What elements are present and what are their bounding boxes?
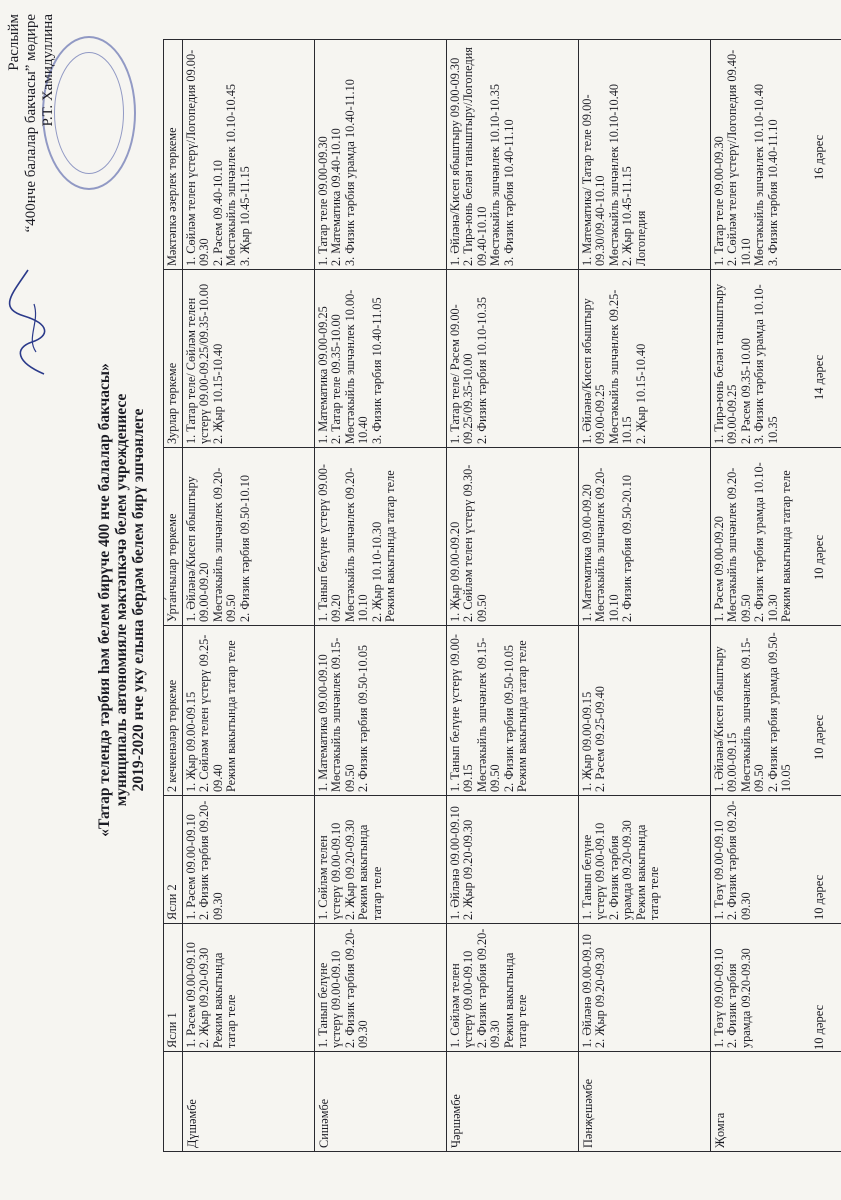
schedule-item: 2. Җыр 10.10-10.30 (369, 521, 384, 622)
schedule-cell (183, 270, 315, 448)
schedule-item: 1. Рәсем 09.00-09.10 (184, 814, 198, 920)
header-cell: 2 кечкенәләр төркеме (164, 626, 183, 796)
schedule-item: 2. Җыр 10.15-10.40 (633, 343, 648, 444)
schedule-item: 2. Математика 09.40-10.10 (329, 128, 344, 266)
schedule-item: 1. Математика/ Татар теле 09.00-09.30/09.40-10.10 (580, 94, 608, 266)
table-row (711, 40, 841, 1152)
schedule-item: Мөстәкыйль эшчәнлек 09.20-09.50 (725, 467, 753, 622)
schedule-item: 2. Физик тәрбия 09.20-09.30 (342, 928, 371, 1048)
day-cell: Пәнҗешәмбе (579, 1052, 711, 1152)
schedule-item: 2. Физик тәрбия 09.50-10.05 (356, 644, 371, 792)
schedule-table (163, 39, 841, 1152)
schedule-cell (711, 626, 841, 796)
schedule-cell (315, 796, 447, 924)
day-cell: Җомга (711, 1052, 841, 1152)
table-row (315, 40, 447, 1152)
schedule-item: Мөстәкыйль эшчәнлек 09.20-10.10 (593, 467, 621, 622)
schedule-cell (579, 924, 711, 1052)
schedule-item: 1. Татар теле/ Сөйләм телен үстерү 09.00-09.25/09.35-10.00 (184, 283, 212, 444)
schedule-cell (183, 626, 315, 796)
schedule-item: Режим вакытында татар теле (224, 640, 239, 792)
schedule-item: 2. Физик тәрбия 09.50-20.10 (620, 474, 635, 622)
schedule-item: Режим вакытында татар теле (383, 470, 398, 622)
schedule-cell (447, 448, 579, 626)
schedule-item: 1. Танып белүне үстерү 09.00-09.20 (316, 464, 344, 622)
schedule-item: 3. Физик тәрбия 10.40-11.10 (765, 119, 780, 266)
approval-block (6, 14, 57, 232)
schedule-item: 1. Математика 09.00-09.10 (316, 654, 330, 792)
signature-icon (6, 262, 54, 382)
schedule-cell (579, 448, 711, 626)
schedule-item: 2. Рәсем 09.25-09.40 (593, 686, 608, 792)
schedule-cell (315, 626, 447, 796)
schedule-cell (315, 40, 447, 270)
schedule-item: 1. Җыр 09.00-09.20 (448, 521, 462, 622)
schedule-cell (447, 626, 579, 796)
schedule-item: 1. Математика 09.00-09.25 (316, 306, 330, 444)
schedule-item: 1. Төзү 09.00-09.10 (712, 820, 726, 920)
day-cell: Чәршәмбе (447, 1052, 579, 1152)
schedule-item: 1. Җыр 09.00-09.15 (184, 691, 198, 792)
schedule-item: 1. Әйләнә 09.00-09.10 (580, 934, 594, 1048)
schedule-item: 2. Җыр 10.45-11.15 (620, 166, 635, 266)
schedule-item: 2. Татар теле 09.35-10.00 (329, 314, 344, 444)
schedule-item: Мөстәкыйль эшчәнлек 10.10-10.45 (224, 83, 239, 266)
schedule-item: 2. Физик тәрбия 09.20-09.30 (474, 928, 503, 1048)
lesson-count: 10 дәрес (812, 534, 826, 580)
schedule-item: 2. Физик тәрбия 10.10-10.35 (474, 296, 489, 444)
schedule-item: 1. Танып белүне үстерү 09.00-09.10 (580, 822, 608, 920)
schedule-item: 2. Тирә-юнь белән таныштыру/Логопедия 09.40-10.10 (461, 47, 489, 266)
schedule-item: 1. Җыр 09.00-09.15 (580, 691, 594, 792)
table-row (579, 40, 711, 1152)
schedule-item: Мөстәкыйль эшчәнлек 10.10-10.35 (488, 83, 503, 266)
schedule-cell (447, 924, 579, 1052)
schedule-item: 1. Рәсем 09.00-09.10 (184, 942, 198, 1048)
schedule-item: 1. Әйләнә/Кисеп ябыштыру 09.00-09.25 (580, 298, 608, 444)
title-line-1: «Татар телендә тәрбия һәм белем бирүче 400 нче балалар бакчасы» (96, 363, 113, 837)
schedule-cell (447, 796, 579, 924)
schedule-item: Режим вакытында татар теле (633, 824, 662, 920)
schedule-item: Мөстәкыйль эшчәнлек 09.25-10.15 (606, 289, 635, 444)
schedule-item: 2. Физик тәрбия урамда 09.20-09.30 (725, 948, 753, 1048)
schedule-item: 1. Татар теле/ Рәсем 09.00-09.25/09.35-10.00 (448, 304, 476, 444)
schedule-item: 2. Сөйләм телен үстерү/Логопедия 09.40-10.10 (725, 49, 753, 266)
schedule-item: 3. Физик тәрбия 10.40-11.05 (369, 297, 384, 444)
header-cell: Ясли 1 (164, 924, 183, 1052)
schedule-item: 1. Танып белүне үстерү 09.00-09.10 (316, 950, 344, 1048)
schedule-item: 2. Җыр 09.20-09.30 (197, 947, 212, 1048)
header-cell: Зурлар төркеме (164, 270, 183, 448)
schedule-item: Мөстәкыйль эшчәнлек 09.15-09.50 (738, 637, 767, 792)
schedule-cell (447, 270, 579, 448)
schedule-item: Мөстәкыйль эшчәнлек 09.20-09.50 (210, 467, 239, 622)
schedule-item: 2. Рәсем 09.40-10.10 (210, 160, 225, 266)
table-row (447, 40, 579, 1152)
schedule-item: 1. Сөйләм телен үстерү 09.00-09.10 (316, 822, 344, 920)
title-line-3: 2019-2020 нче уку елына бердәм белем бирү эшчәнлеге (130, 408, 147, 792)
schedule-cell (183, 924, 315, 1052)
schedule-item: Мөстәкыйль эшчәнлек 09.15-09.50 (329, 637, 357, 792)
lesson-count: 10 дәрес (812, 714, 826, 760)
schedule-item: 2. Физик тәрбия урамда 09.50-10.05 (765, 632, 794, 792)
schedule-item: 3. Физик тәрбия урамда 10.10-10.35 (752, 284, 780, 444)
schedule-item: Режим вакытында татар теле (501, 952, 530, 1048)
schedule-item: 2. Җыр 09.20-09.30 (342, 819, 357, 920)
schedule-item: 1. Татар теле 09.00-09.30 (712, 136, 726, 266)
schedule-item: 2. Рәсем 09.35-10.00 (738, 338, 753, 444)
schedule-cell (447, 40, 579, 270)
schedule-item: 1. Әйләнә 09.00-09.10 (448, 806, 462, 920)
title-line-2: муниципаль автономияле мәктәпкәчә белем учреждениесе (113, 393, 130, 807)
schedule-cell (183, 40, 315, 270)
schedule-cell (579, 626, 711, 796)
schedule-item: 1. Әйләнә/Кисеп ябыштыру 09.00-09.15 (712, 646, 740, 792)
header-cell: Мәктәпкә әзерлек төркеме (164, 40, 183, 270)
table-header-row (164, 40, 183, 1152)
schedule-cell (579, 270, 711, 448)
schedule-item: 2. Сөйләм телен үстерү 09.25-09.40 (197, 634, 225, 792)
schedule-item: 3. Җыр 10.45-11.15 (237, 166, 252, 266)
header-cell: Урта́нчылар төркеме (164, 448, 183, 626)
approval-line-3: Р.Т. Хамидуллина (40, 14, 56, 127)
schedule-item: Режим вакытында татар теле (356, 824, 384, 920)
day-cell: Сишәмбе (315, 1052, 447, 1152)
schedule-item: 1. Әйләнә/Кисеп ябыштыру 09.00-09.30 (448, 57, 462, 266)
table-row (183, 40, 315, 1152)
schedule-item: 1. Сөйләм телен үстерү 09.00-09.10 (448, 950, 476, 1048)
day-cell: Дүшәмбе (183, 1052, 315, 1152)
lesson-count: 10 дәрес (812, 1004, 826, 1050)
schedule-item: Мөстәкыйль эшчәнлек 10.10-10.40 (606, 83, 621, 266)
approval-line-1: Раслыйм (6, 14, 22, 71)
schedule-item: 2. Физик тәрбия урамда 10.10-10.30 (752, 462, 780, 622)
schedule-item: 1. Төзү 09.00-09.10 (712, 948, 726, 1048)
schedule-item: Режим вакытында татар теле (210, 952, 239, 1048)
schedule-item: Логопедия (633, 210, 648, 266)
schedule-item: 2. Физик тәрбия 09.50-10.05 (501, 644, 516, 792)
schedule-item: Мөстәкыйль эшчәнлек 09.20-10.10 (342, 467, 371, 622)
approval-line-2: “400нче балалар бакчасы” мөдире (23, 14, 39, 233)
schedule-item: 1. Әйләнә/Кисеп ябыштыру 09.00-09.20 (184, 476, 212, 622)
schedule-item: Режим вакытында татар теле (515, 640, 530, 792)
schedule-item: 1. Сөйләм телен үстерү/Логопедия 09.00-09.30 (184, 49, 212, 266)
schedule-item: 1. Танып белүне үстерү 09.00-09.15 (448, 634, 476, 792)
schedule-item: 3. Физик тәрбия 10.40-11.10 (501, 119, 516, 266)
header-cell: Ясли 2 (164, 796, 183, 924)
schedule-cell (315, 448, 447, 626)
schedule-item: 2. Физик тәрбия 09.20-09.30 (725, 800, 753, 920)
schedule-item: Режим вакытында татар теле (779, 470, 794, 622)
lesson-count: 10 дәрес (812, 874, 826, 920)
document-title (96, 300, 147, 900)
schedule-item: 1. Рәсем 09.00-09.20 (712, 516, 726, 622)
schedule-item: 1. Татар теле 09.00-09.30 (316, 136, 330, 266)
lesson-count: 14 дәрес (812, 354, 826, 400)
schedule-item: 3. Физик тәрбия урамда 10.40-11.10 (342, 79, 357, 266)
schedule-item: 1. Тирә-юнь белән таныштыру 09.00-09.25 (712, 283, 740, 444)
schedule-cell (183, 796, 315, 924)
schedule-cell (579, 796, 711, 924)
schedule-item: 2. Физик тәрбия 09.50-10.10 (237, 474, 252, 622)
schedule-item: 1. Математика 09.00-09.20 (580, 484, 594, 622)
schedule-item: Мөстәкыйль эшчәнлек 10.10-10.40 (752, 83, 767, 266)
schedule-cell (579, 40, 711, 270)
schedule-cell (315, 270, 447, 448)
lesson-count: 16 дәрес (812, 134, 826, 180)
schedule-item: 2. Сөйләм телен үстерү 09.30-09.50 (461, 464, 489, 622)
schedule-cell (315, 924, 447, 1052)
schedule-item: 2. Җыр 10.15-10.40 (210, 343, 225, 444)
schedule-item: 2. Физик тәрбия 09.20-09.30 (197, 800, 225, 920)
schedule-item: 2. Җыр 09.20-09.30 (593, 947, 608, 1048)
schedule-item: Мөстәкыйль эшчәнлек 10.00-10.40 (342, 289, 371, 444)
schedule-cell (183, 448, 315, 626)
header-cell (164, 1052, 183, 1152)
schedule-item: 2. Җыр 09.20-09.30 (461, 819, 476, 920)
schedule-item: 2. Физик тәрбия урамда 09.20-09.30 (606, 820, 635, 920)
schedule-item: Мөстәкыйль эшчәнлек 09.15-09.50 (474, 637, 503, 792)
